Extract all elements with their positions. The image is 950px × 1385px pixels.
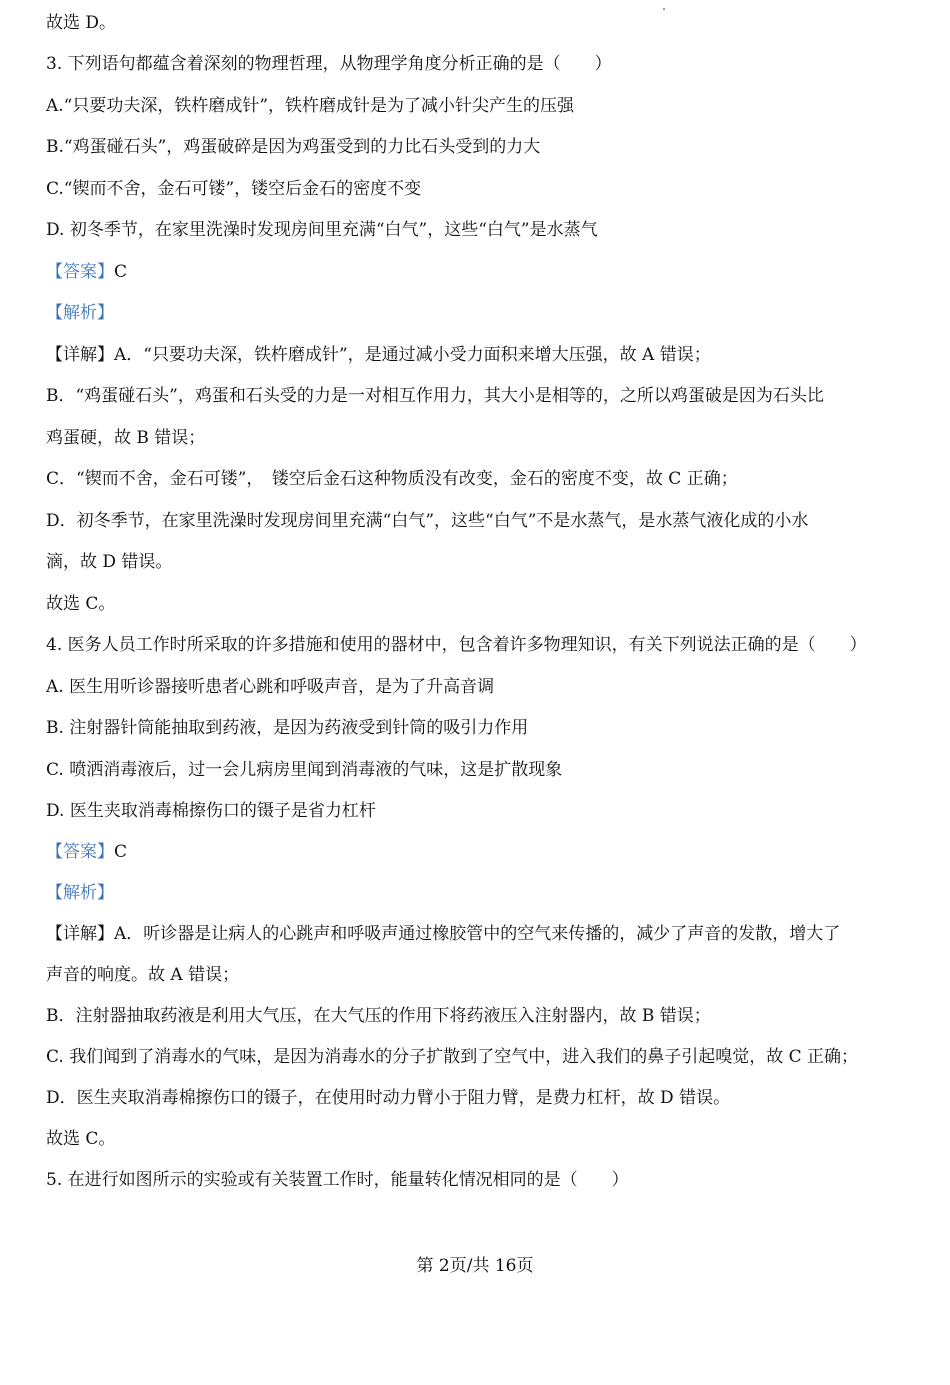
q4-option-c: C. 喷洒消毒液后，过一会儿病房里闻到消毒液的气味，这是扩散现象 xyxy=(46,760,563,780)
q4-detail-a-line2: 声音的响度。故 A 错误； xyxy=(46,965,240,985)
q3-detail-d-line1: D．初冬季节，在家里洗澡时发现房间里充满“白气”，这些“白气”不是水蒸气，是水蒸气液化成的小水 xyxy=(46,511,809,531)
answer-value: C xyxy=(114,262,128,282)
answer-tag: 【答案】 xyxy=(46,842,114,862)
q3-option-c: C.“锲而不舍，金石可镂”，镂空后金石的密度不变 xyxy=(46,179,422,199)
q4-detail-b: B．注射器抽取药液是利用大气压，在大气压的作用下将药液压入注射器内，故 B 错误； xyxy=(46,1006,711,1026)
q4-conclusion: 故选 C。 xyxy=(46,1129,116,1149)
q3-question: 3. 下列语句都蕴含着深刻的物理哲理，从物理学角度分析正确的是（ ） xyxy=(46,54,612,74)
detail-text: A．听诊器是让病人的心跳声和呼吸声通过橡胶管中的空气来传播的，减少了声音的发散，增大了 xyxy=(114,924,841,944)
q4-analysis xyxy=(46,881,910,905)
q4-detail-a-line1 xyxy=(46,922,910,946)
q3-conclusion: 故选 C。 xyxy=(46,594,116,614)
page-footer: 第 2页/共 16页 xyxy=(416,1256,534,1276)
q4-answer xyxy=(46,840,910,864)
detail-text: A．“只要功夫深，铁杵磨成针”，是通过减小受力面积来增大压强，故 A 错误； xyxy=(114,345,711,365)
q4-option-a: A. 医生用听诊器接听患者心跳和呼吸声音，是为了升高音调 xyxy=(46,677,495,697)
q3-analysis xyxy=(46,301,910,325)
answer-tag: 【答案】 xyxy=(46,262,114,282)
detail-tag: 【详解】 xyxy=(46,345,114,365)
q4-detail-c: C. 我们闻到了消毒水的气味，是因为消毒水的分子扩散到了空气中，进入我们的鼻子引起嗅觉，故 C 正确； xyxy=(46,1047,859,1067)
q4-option-d: D. 医生夹取消毒棉擦伤口的镊子是省力杠杆 xyxy=(46,801,376,821)
q3-detail-b-line2: 鸡蛋硬，故 B 错误； xyxy=(46,428,206,448)
q5-question: 5. 在进行如图所示的实验或有关装置工作时，能量转化情况相同的是（ ） xyxy=(46,1170,629,1190)
answer-value: C xyxy=(114,842,128,862)
q3-answer xyxy=(46,260,910,284)
q4-detail-d: D．医生夹取消毒棉擦伤口的镊子，在使用时动力臂小于阻力臂，是费力杠杆，故 D 错误。 xyxy=(46,1088,731,1108)
q3-detail-a xyxy=(46,343,910,367)
q3-option-b: B.“鸡蛋碰石头”，鸡蛋破碎是因为鸡蛋受到的力比石头受到的力大 xyxy=(46,137,541,157)
prev-conclusion: 故选 D。 xyxy=(46,13,117,33)
q3-option-a: A.“只要功夫深，铁杵磨成针”，铁杵磨成针是为了减小针尖产生的压强 xyxy=(46,96,575,116)
q3-detail-d-line2: 滴，故 D 错误。 xyxy=(46,552,173,572)
q3-option-d: D. 初冬季节，在家里洗澡时发现房间里充满“白气”，这些“白气”是水蒸气 xyxy=(46,220,598,240)
scan-speck xyxy=(663,8,665,10)
detail-tag: 【详解】 xyxy=(46,924,114,944)
analysis-tag: 【解析】 xyxy=(46,883,114,903)
q4-question: 4. 医务人员工作时所采取的许多措施和使用的器材中，包含着许多物理知识，有关下列说法正确的是（ ） xyxy=(46,635,867,655)
q3-detail-c: C．“锲而不舍，金石可镂”， 镂空后金石这种物质没有改变，金石的密度不变，故 C 正确； xyxy=(46,469,738,489)
q4-option-b: B. 注射器针筒能抽取到药液，是因为药液受到针筒的吸引力作用 xyxy=(46,718,529,738)
analysis-tag: 【解析】 xyxy=(46,303,114,323)
q3-detail-b-line1: B．“鸡蛋碰石头”，鸡蛋和石头受的力是一对相互作用力，其大小是相等的，之所以鸡蛋破是因为石头比 xyxy=(46,386,824,406)
